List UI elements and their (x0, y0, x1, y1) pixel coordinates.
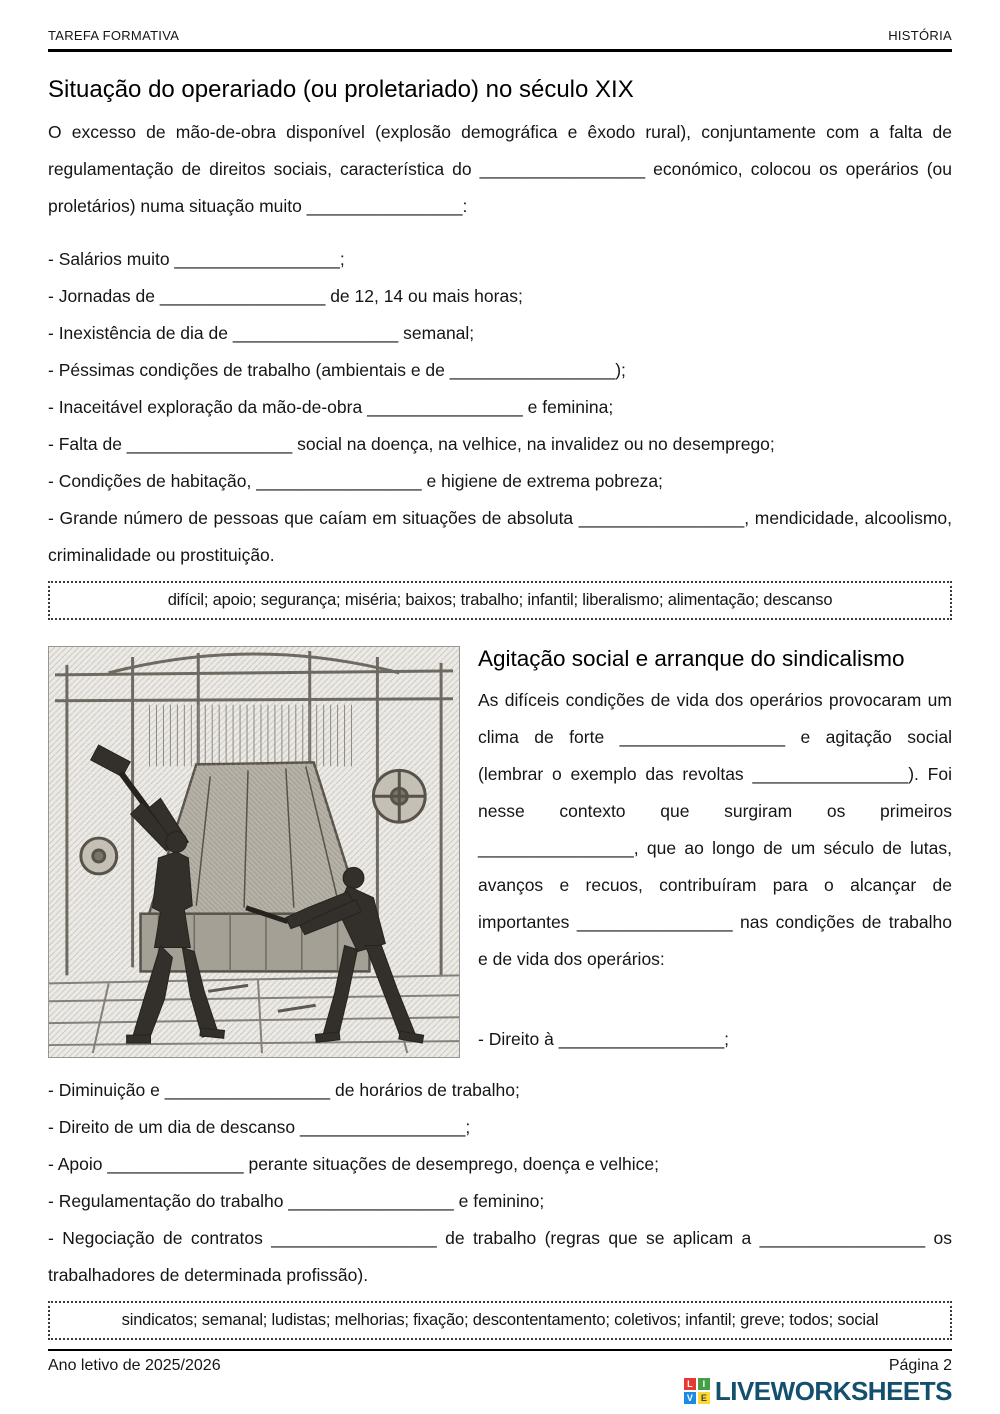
section1-list (48, 241, 952, 574)
word-bank-2-words: sindicatos; semanal; ludistas; melhorias; fixação; descontentamento; coletivos; infantil; greve; todos; social (121, 1311, 879, 1329)
page-header (48, 28, 952, 52)
list-item: - Inexistência de dia de _________________ semanal; (48, 323, 475, 343)
word-bank-2 (48, 1301, 952, 1340)
list-item: - Condições de habitação, _________________ e higiene de extrema pobreza; (48, 471, 663, 491)
page-number: Página 2 (888, 1357, 952, 1374)
section2 (48, 646, 952, 1058)
logo-square-e: E (698, 1392, 710, 1404)
machine-breaking-illustration (48, 646, 460, 1058)
header-right-label: HISTÓRIA (888, 28, 952, 43)
word-bank-1-words: difícil; apoio; segurança; miséria; baixos; trabalho; infantil; liberalismo; alimentação; descanso (167, 591, 833, 609)
school-year-label: Ano letivo de 2025/2026 (48, 1357, 221, 1374)
list-item: - Grande número de pessoas que caíam em situações de absoluta _________________, mendicidade, alcoolismo, criminalidade ou prostituição. (48, 508, 952, 565)
engraving-svg (49, 647, 459, 1057)
section2-title: Agitação social e arranque do sindicalismo (478, 646, 905, 671)
liveworksheets-logo[interactable] (48, 1376, 952, 1406)
list-item: - Direito de um dia de descanso _________________; (48, 1117, 471, 1137)
section2-list (48, 1072, 952, 1294)
list-item: - Regulamentação do trabalho _________________ e feminino; (48, 1191, 545, 1211)
section1-title: Situação do operariado (ou proletariado) no século XIX (48, 76, 634, 103)
section2-intro: As difíceis condições de vida dos operários provocaram um clima de forte _________________ e agitação social (lembrar o exemplo das revoltas ________________). Foi nesse contexto que surgiram os primeiros ________________, que ao longo de um século de lutas, avanços e recuos, contribuíram para o alcançar de importantes ________________ nas condições de trabalho e de vida dos operários: (478, 690, 952, 969)
list-item: - Inaceitável exploração da mão-de-obra ________________ e feminina; (48, 397, 614, 417)
word-bank-1 (48, 581, 952, 620)
list-item: - Direito à _________________; (478, 1029, 730, 1049)
liveworksheets-grid-icon (684, 1378, 710, 1404)
list-item: - Diminuição e _________________ de horários de trabalho; (48, 1080, 520, 1100)
logo-square-i: I (698, 1378, 710, 1390)
list-item: - Apoio ______________ perante situações de desemprego, doença e velhice; (48, 1154, 660, 1174)
logo-square-l: L (684, 1378, 696, 1390)
list-item: - Negociação de contratos _________________ de trabalho (regras que se aplicam a _________________ os trabalhadores de determinada profissão). (48, 1228, 952, 1285)
list-item: - Falta de _________________ social na doença, na velhice, na invalidez ou no desemprego; (48, 434, 775, 454)
logo-square-v: V (684, 1392, 696, 1404)
list-item: - Péssimas condições de trabalho (ambientais e de _________________); (48, 360, 626, 380)
section1-intro: O excesso de mão-de-obra disponível (explosão demográfica e êxodo rural), conjuntamente com a falta de regulamentação de direitos sociais, característica do _________________ económico, colocou os operários (ou proletários) numa situação muito ________________: (48, 122, 952, 216)
list-item: - Jornadas de _________________ de 12, 14 ou mais horas; (48, 286, 523, 306)
section2-text-column (478, 646, 952, 1058)
list-item: - Salários muito _________________; (48, 249, 345, 269)
page-footer (48, 1349, 952, 1406)
header-left-label: TAREFA FORMATIVA (48, 28, 180, 43)
liveworksheets-wordmark: LIVEWORKSHEETS (714, 1375, 952, 1406)
